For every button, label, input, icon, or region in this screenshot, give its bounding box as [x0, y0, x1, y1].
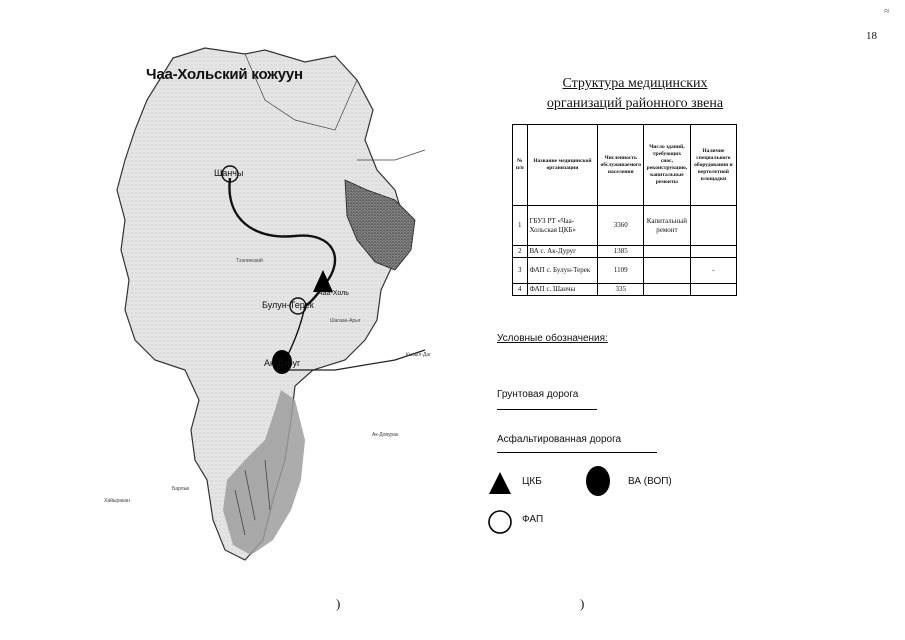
page-number: 18: [866, 30, 877, 42]
table-row: [513, 258, 737, 284]
legend-tsb-label: ЦКБ: [522, 476, 542, 487]
legend-fap-label: ФАП: [522, 514, 544, 525]
row-name: ГБУЗ РТ «Чаа-Хольская ЦКБ»: [527, 206, 598, 246]
row-number: 2: [513, 246, 528, 258]
document-title-line1: Структура медицинских: [562, 76, 708, 91]
table-row: [513, 206, 737, 246]
row-repair: Капитальный ремонт: [644, 206, 691, 246]
tiny-label-5: Барлык: [172, 486, 190, 492]
legend-title: Условные обозначения:: [497, 333, 608, 344]
label-chaa-khol: Чаа-Холь: [318, 290, 349, 297]
row-equipment: [690, 246, 736, 258]
legend-asphalt-road-line: [497, 452, 657, 453]
tiny-label-6: Хайыракан: [104, 498, 130, 504]
row-repair: [644, 246, 691, 258]
tiny-label-4: Ак-Довурак: [372, 432, 399, 438]
header-name: Название медицинской организации: [527, 125, 598, 206]
label-buluntere: Булун-Терек: [262, 300, 314, 310]
table-row: [513, 284, 737, 296]
row-number: 4: [513, 284, 528, 296]
row-equipment: -: [690, 258, 736, 284]
legend-va-label: ВА (ВОП): [628, 476, 672, 487]
row-equipment: [690, 284, 736, 296]
row-name: ВА с. Ак-Дуруг: [527, 246, 598, 258]
tiny-label-3: Кызыл-Даг: [406, 352, 431, 358]
row-number: 1: [513, 206, 528, 246]
legend-dirt-road-label: Грунтовая дорога: [497, 389, 579, 400]
organizations-table: [512, 124, 737, 296]
row-population: 335: [598, 284, 644, 296]
row-number: 3: [513, 258, 528, 284]
circle-icon: [486, 508, 514, 536]
row-name: ФАП с. Шанчы: [527, 284, 598, 296]
row-population: 3360: [598, 206, 644, 246]
header-equipment: Наличие специального оборудования и вертолетной площадки: [690, 125, 736, 206]
filled-circle-icon: [585, 464, 611, 498]
row-population: 1385: [598, 246, 644, 258]
map-title: Чаа-Хольский кожуун: [146, 66, 303, 83]
tiny-label-1: Тээлинский: [236, 258, 263, 264]
row-population: 1109: [598, 258, 644, 284]
bottom-mark-left: ): [336, 596, 341, 611]
header-number: № п/п: [513, 125, 528, 206]
district-map: [95, 40, 455, 580]
label-shanchy: Шанчы: [214, 168, 244, 178]
legend-asphalt-road-label: Асфальтированная дорога: [497, 434, 622, 445]
row-repair: [644, 284, 691, 296]
triangle-icon: [487, 470, 513, 496]
header-population: Численность обслуживаемого населения: [598, 125, 644, 206]
legend-dirt-road-line: [497, 409, 597, 410]
corner-mark: ≈: [884, 6, 890, 17]
header-repair: Число зданий, требующих снос, реконструкцию, капитальные ремонты: [644, 125, 691, 206]
document-title-line2: организаций районного звена: [546, 96, 724, 111]
label-ak-durug: Ак-Дуруг: [264, 358, 301, 368]
row-equipment: [690, 206, 736, 246]
tiny-label-2: Шагаан-Арыг: [330, 318, 361, 324]
table-row: [513, 246, 737, 258]
table-header-row: [513, 125, 737, 206]
bottom-mark-right: ): [580, 596, 585, 611]
row-repair: [644, 258, 691, 284]
row-name: ФАП с. Булун-Терек: [527, 258, 598, 284]
document-title: [500, 74, 770, 114]
